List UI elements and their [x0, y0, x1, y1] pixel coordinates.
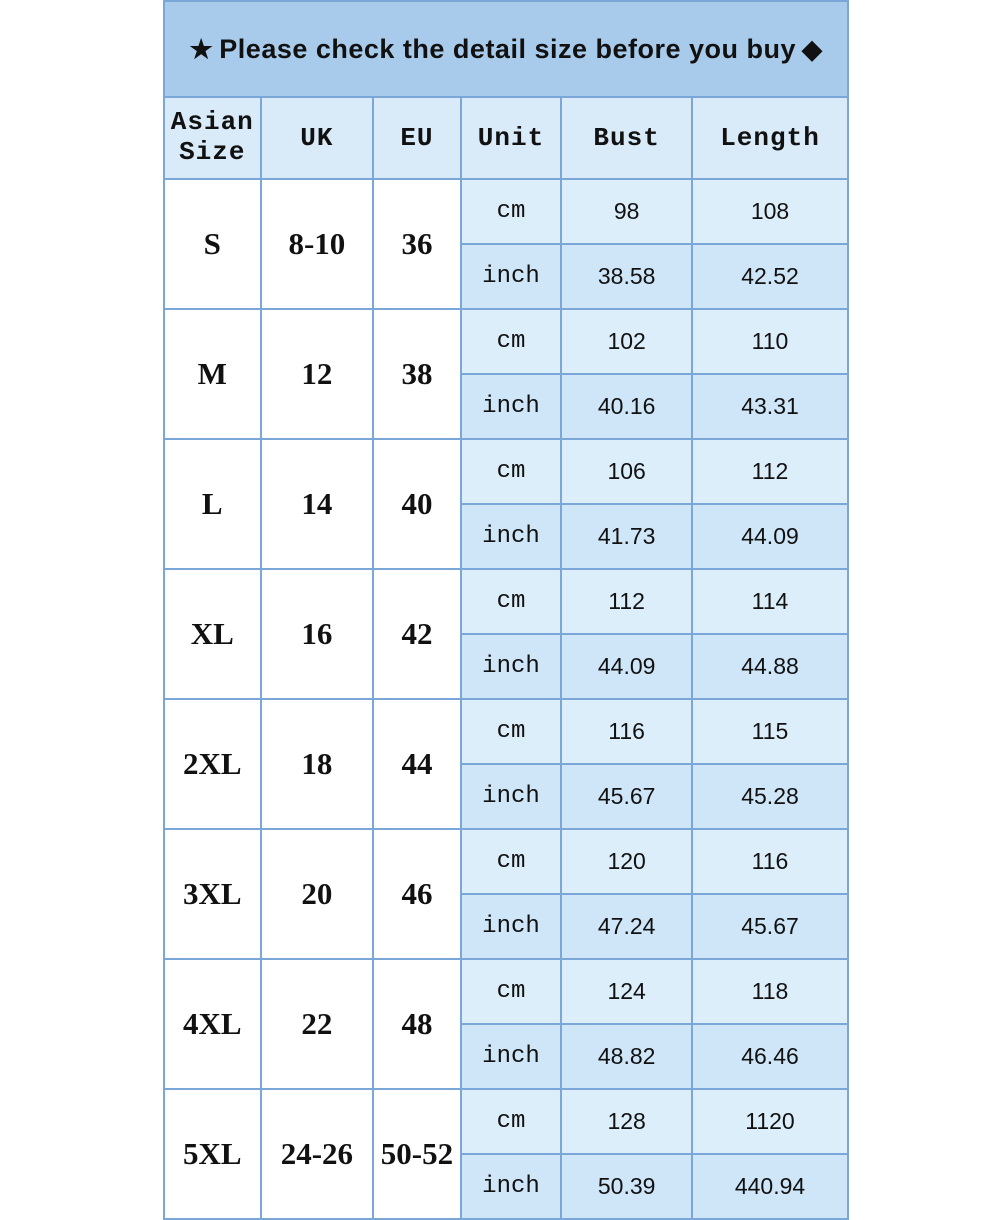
cell-uk: 22: [261, 959, 374, 1089]
cell-bust-inch: 40.16: [561, 374, 692, 439]
cell-uk: 18: [261, 699, 374, 829]
cell-length-inch: 44.09: [692, 504, 848, 569]
banner-row: [164, 1, 848, 97]
cell-eu: 42: [373, 569, 461, 699]
cell-bust-cm: 120: [561, 829, 692, 894]
banner-cell: [164, 1, 848, 97]
header-size-line2: Size: [179, 137, 246, 167]
cell-bust-cm: 112: [561, 569, 692, 634]
cell-length-inch: 46.46: [692, 1024, 848, 1089]
cell-length-cm: 1120: [692, 1089, 848, 1154]
cell-bust-cm: 124: [561, 959, 692, 1024]
cell-unit-cm: cm: [461, 959, 562, 1024]
cell-bust-inch: 44.09: [561, 634, 692, 699]
column-header-bust: Bust: [561, 97, 692, 179]
cell-unit-inch: inch: [461, 1024, 562, 1089]
cell-unit-cm: cm: [461, 179, 562, 244]
table-row: [164, 699, 848, 764]
cell-bust-inch: 41.73: [561, 504, 692, 569]
cell-length-cm: 116: [692, 829, 848, 894]
cell-bust-inch: 47.24: [561, 894, 692, 959]
cell-length-inch: 45.67: [692, 894, 848, 959]
cell-length-cm: 118: [692, 959, 848, 1024]
column-header-unit: Unit: [461, 97, 562, 179]
cell-eu: 46: [373, 829, 461, 959]
cell-uk: 20: [261, 829, 374, 959]
cell-unit-inch: inch: [461, 634, 562, 699]
column-header-uk: UK: [261, 97, 374, 179]
cell-bust-cm: 128: [561, 1089, 692, 1154]
cell-eu: 36: [373, 179, 461, 309]
cell-uk: 14: [261, 439, 374, 569]
cell-unit-inch: inch: [461, 244, 562, 309]
cell-uk: 12: [261, 309, 374, 439]
table-row: [164, 1089, 848, 1154]
cell-size: 2XL: [164, 699, 261, 829]
cell-bust-cm: 98: [561, 179, 692, 244]
cell-size: XL: [164, 569, 261, 699]
table-row: [164, 309, 848, 374]
banner-text: Please check the detail size before you buy: [219, 33, 797, 64]
cell-uk: 24-26: [261, 1089, 374, 1219]
cell-length-inch: 440.94: [692, 1154, 848, 1219]
cell-bust-inch: 48.82: [561, 1024, 692, 1089]
cell-eu: 44: [373, 699, 461, 829]
size-chart-table: [163, 0, 849, 1220]
cell-eu: 48: [373, 959, 461, 1089]
cell-size: M: [164, 309, 261, 439]
cell-bust-inch: 50.39: [561, 1154, 692, 1219]
cell-bust-cm: 116: [561, 699, 692, 764]
cell-unit-cm: cm: [461, 829, 562, 894]
cell-size: L: [164, 439, 261, 569]
cell-size: 4XL: [164, 959, 261, 1089]
cell-size: 3XL: [164, 829, 261, 959]
cell-unit-inch: inch: [461, 1154, 562, 1219]
cell-length-inch: 44.88: [692, 634, 848, 699]
cell-bust-cm: 106: [561, 439, 692, 504]
cell-eu: 50-52: [373, 1089, 461, 1219]
diamond-icon: ◆: [802, 34, 823, 64]
header-size-line1: Asian: [170, 107, 254, 138]
cell-unit-inch: inch: [461, 894, 562, 959]
cell-size: S: [164, 179, 261, 309]
cell-unit-inch: inch: [461, 374, 562, 439]
cell-length-inch: 43.31: [692, 374, 848, 439]
cell-uk: 8-10: [261, 179, 374, 309]
cell-uk: 16: [261, 569, 374, 699]
table-row: [164, 439, 848, 504]
table-row: [164, 829, 848, 894]
cell-length-cm: 110: [692, 309, 848, 374]
cell-length-inch: 42.52: [692, 244, 848, 309]
star-icon: ★: [189, 34, 214, 64]
cell-unit-cm: cm: [461, 569, 562, 634]
column-header-eu: EU: [373, 97, 461, 179]
cell-unit-cm: cm: [461, 309, 562, 374]
column-header-asian-size: [164, 97, 261, 179]
cell-unit-inch: inch: [461, 504, 562, 569]
cell-length-inch: 45.28: [692, 764, 848, 829]
cell-length-cm: 108: [692, 179, 848, 244]
cell-unit-cm: cm: [461, 699, 562, 764]
cell-bust-cm: 102: [561, 309, 692, 374]
cell-length-cm: 115: [692, 699, 848, 764]
header-row: [164, 97, 848, 179]
cell-eu: 40: [373, 439, 461, 569]
cell-size: 5XL: [164, 1089, 261, 1219]
cell-unit-inch: inch: [461, 764, 562, 829]
cell-eu: 38: [373, 309, 461, 439]
table-row: [164, 959, 848, 1024]
cell-bust-inch: 45.67: [561, 764, 692, 829]
size-chart-container: [163, 0, 849, 1200]
cell-unit-cm: cm: [461, 1089, 562, 1154]
table-row: [164, 569, 848, 634]
cell-length-cm: 114: [692, 569, 848, 634]
cell-bust-inch: 38.58: [561, 244, 692, 309]
cell-length-cm: 112: [692, 439, 848, 504]
cell-unit-cm: cm: [461, 439, 562, 504]
table-row: [164, 179, 848, 244]
column-header-length: Length: [692, 97, 848, 179]
